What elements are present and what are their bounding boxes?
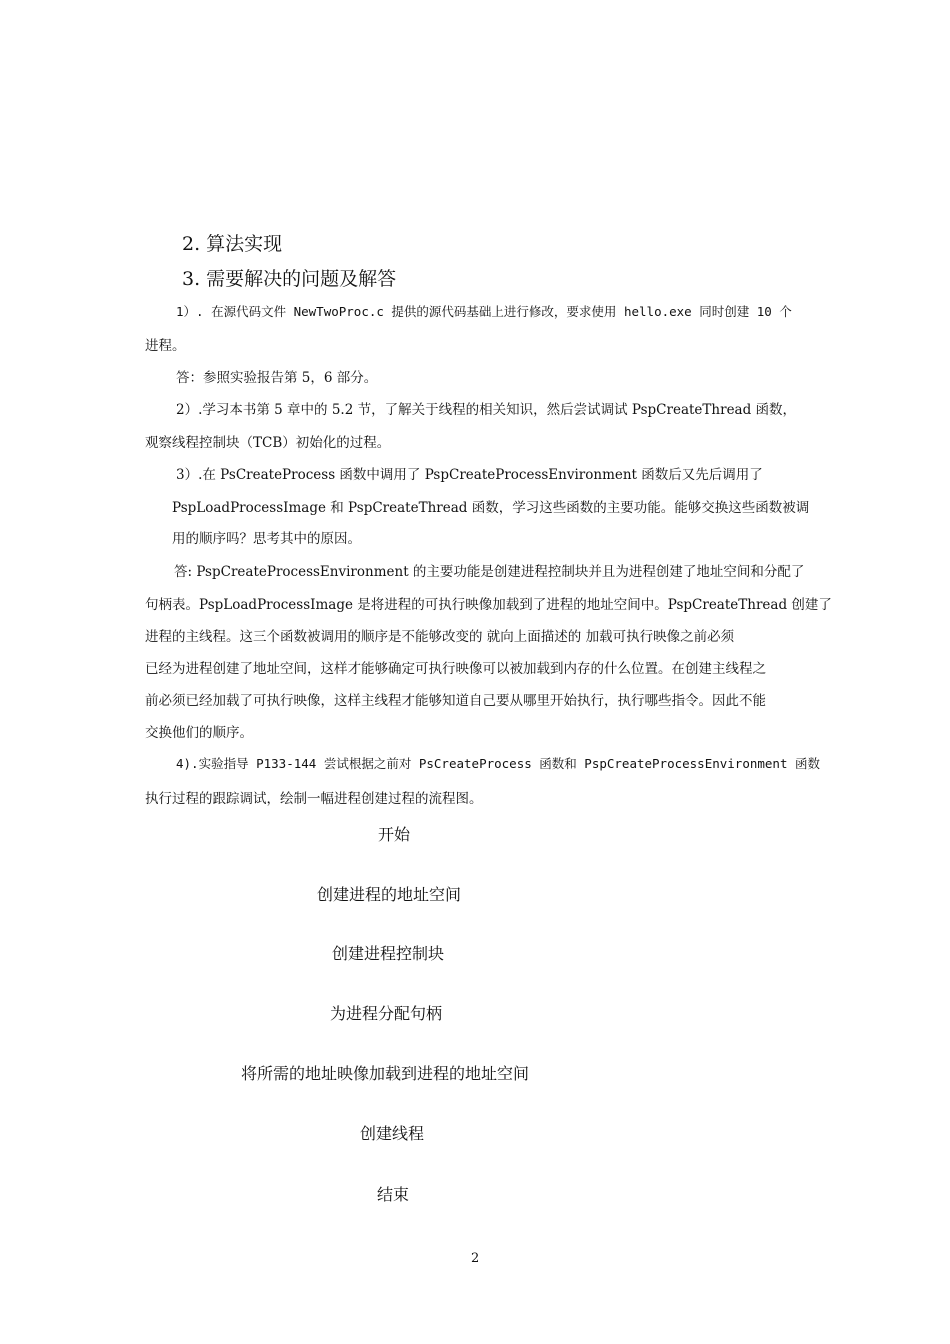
- flow-step-create-process-control-block: 创建进程控制块: [332, 944, 445, 963]
- question-1-line-1: 1）. 在源代码文件 NewTwoProc.c 提供的源代码基础上进行修改，要求使用 hello.exe 同时创建 10 个: [176, 304, 792, 319]
- question-3-line-2: PspLoadProcessImage 和 PspCreateThread 函数，学习这些函数的主要功能。能够交换这些函数被调: [172, 500, 810, 516]
- answer-3-line-3: 进程的主线程。这三个函数被调用的顺序是不能够改变的 就向上面描述的 加载可执行映像之前必须: [145, 629, 735, 645]
- answer-3-line-5: 前必须已经加载了可执行映像，这样主线程才能够知道自己要从哪里开始执行，执行哪些指令。因此不能: [145, 693, 766, 709]
- answer-3-line-2: 句柄表。PspLoadProcessImage 是将进程的可执行映像加载到了进程的地址空间中。PspCreateThread 创建了: [145, 597, 832, 613]
- question-3-line-3: 用的顺序吗？思考其中的原因。: [172, 531, 361, 547]
- question-4-line-1: 4).实验指导 P133-144 尝试根据之前对 PsCreateProcess 函数和 PspCreateProcessEnvironment 函数: [176, 756, 821, 771]
- flow-step-load-image: 将所需的地址映像加载到进程的地址空间: [241, 1064, 530, 1083]
- flow-step-create-address-space: 创建进程的地址空间: [317, 885, 462, 904]
- flow-step-create-thread: 创建线程: [360, 1124, 425, 1143]
- answer-3-line-1: 答: PspCreateProcessEnvironment 的主要功能是创建进程控制块并且为进程创建了地址空间和分配了: [174, 564, 805, 580]
- question-2-line-2: 观察线程控制块（TCB）初始化的过程。: [145, 435, 391, 451]
- flow-step-end: 结束: [377, 1185, 410, 1204]
- question-4-line-2: 执行过程的跟踪调试，绘制一幅进程创建过程的流程图。: [145, 791, 483, 807]
- section-heading-questions: 3. 需要解决的问题及解答: [182, 268, 397, 290]
- section-heading-algorithm: 2. 算法实现: [182, 233, 283, 255]
- question-1-line-2: 进程。: [145, 338, 186, 354]
- answer-1: 答：参照实验报告第 5，6 部分。: [176, 370, 378, 386]
- flow-step-allocate-handles: 为进程分配句柄: [330, 1004, 443, 1023]
- flow-step-start: 开始: [378, 825, 411, 844]
- answer-3-line-6: 交换他们的顺序。: [145, 725, 253, 741]
- answer-3-line-4: 已经为进程创建了地址空间，这样才能够确定可执行映像可以被加载到内存的什么位置。在创建主线程之: [145, 661, 766, 677]
- page-number: 2: [471, 1251, 480, 1266]
- question-3-line-1: 3）.在 PsCreateProcess 函数中调用了 PspCreateProcessEnvironment 函数后又先后调用了: [176, 467, 763, 483]
- question-2-line-1: 2）.学习本书第 5 章中的 5.2 节，了解关于线程的相关知识，然后尝试调试 PspCreateThread 函数，: [176, 402, 797, 418]
